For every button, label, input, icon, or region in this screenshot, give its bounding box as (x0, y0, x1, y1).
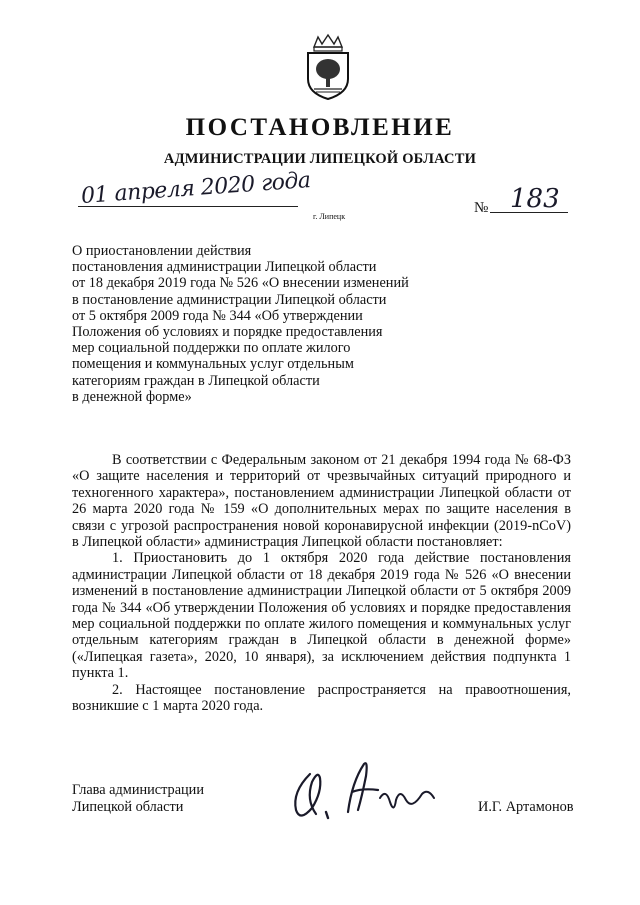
heading-line: от 18 декабря 2019 года № 526 «О внесении изменений (72, 275, 409, 292)
heading-line: помещения и коммунальных услуг отдельным (72, 356, 354, 373)
signatory-position (72, 782, 204, 816)
handwritten-number: 183 (510, 184, 560, 214)
heading-line: мер социальной поддержки по оплате жилого (72, 340, 351, 357)
document-subtitle: АДМИНИСТРАЦИИ ЛИПЕЦКОЙ ОБЛАСТИ (163, 151, 477, 167)
lipetsk-coat-of-arms-icon (300, 33, 356, 101)
document-title: ПОСТАНОВЛЕНИЕ (185, 114, 455, 141)
signatory-name: И.Г. Артамонов (478, 799, 574, 815)
heading-line: в постановление администрации Липецкой области (72, 291, 387, 308)
document-heading (72, 243, 452, 405)
heading-line: Положения об условиях и порядке предоставления (72, 324, 383, 341)
handwritten-signature-icon (282, 752, 452, 832)
city-label: г. Липецк (313, 212, 346, 221)
heading-line: О приостановлении действия (72, 243, 252, 259)
number-label: № (474, 200, 489, 216)
heading-line: от 5 октября 2009 года № 344 «Об утверждении (72, 307, 363, 324)
handwritten-date: 01 апреля 2020 года (80, 168, 312, 209)
signatory-position-line: Глава администрации (72, 782, 204, 798)
document-body (72, 452, 571, 715)
heading-line: категориям граждан в Липецкой области (72, 372, 320, 389)
heading-line: постановления администрации Липецкой области (72, 259, 377, 276)
body-paragraph-item-1: 1. Приостановить до 1 октября 2020 года действие постановления администрации Липецкой области от 18 декабря 2019 года № 526 «О внесении изменений в постановление администрации Липецкой области от 5 октября 2009 года № 344 «Об утверждении Положения об условиях и порядке предоставления мер социальной поддержки по оплате жилого помещения и коммунальных услуг отдельным категориям граждан в Липецкой области в денежной форме» («Липецкая газета», 2020, 10 января), за исключением действия подпункта 1 пункта 1. (72, 550, 571, 682)
body-paragraph-preamble: В соответствии с Федеральным законом от 21 декабря 1994 года № 68-ФЗ «О защите населения и территорий от чрезвычайных ситуаций природного и техногенного характера», постановлением администрации Липецкой области от 26 марта 2020 года № 159 «О дополнительных мерах по защите населения в связи с угрозой распространения новой коронавирусной инфекции (2019-nCoV) в Липецкой области» администрация Липецкой области постановляет: (72, 452, 571, 551)
body-paragraph-item-2: 2. Настоящее постановление распространяется на правоотношения, возникшие с 1 марта 2020 года. (72, 681, 571, 715)
heading-line: в денежной форме» (72, 388, 192, 405)
signatory-position-line: Липецкой области (72, 799, 184, 815)
